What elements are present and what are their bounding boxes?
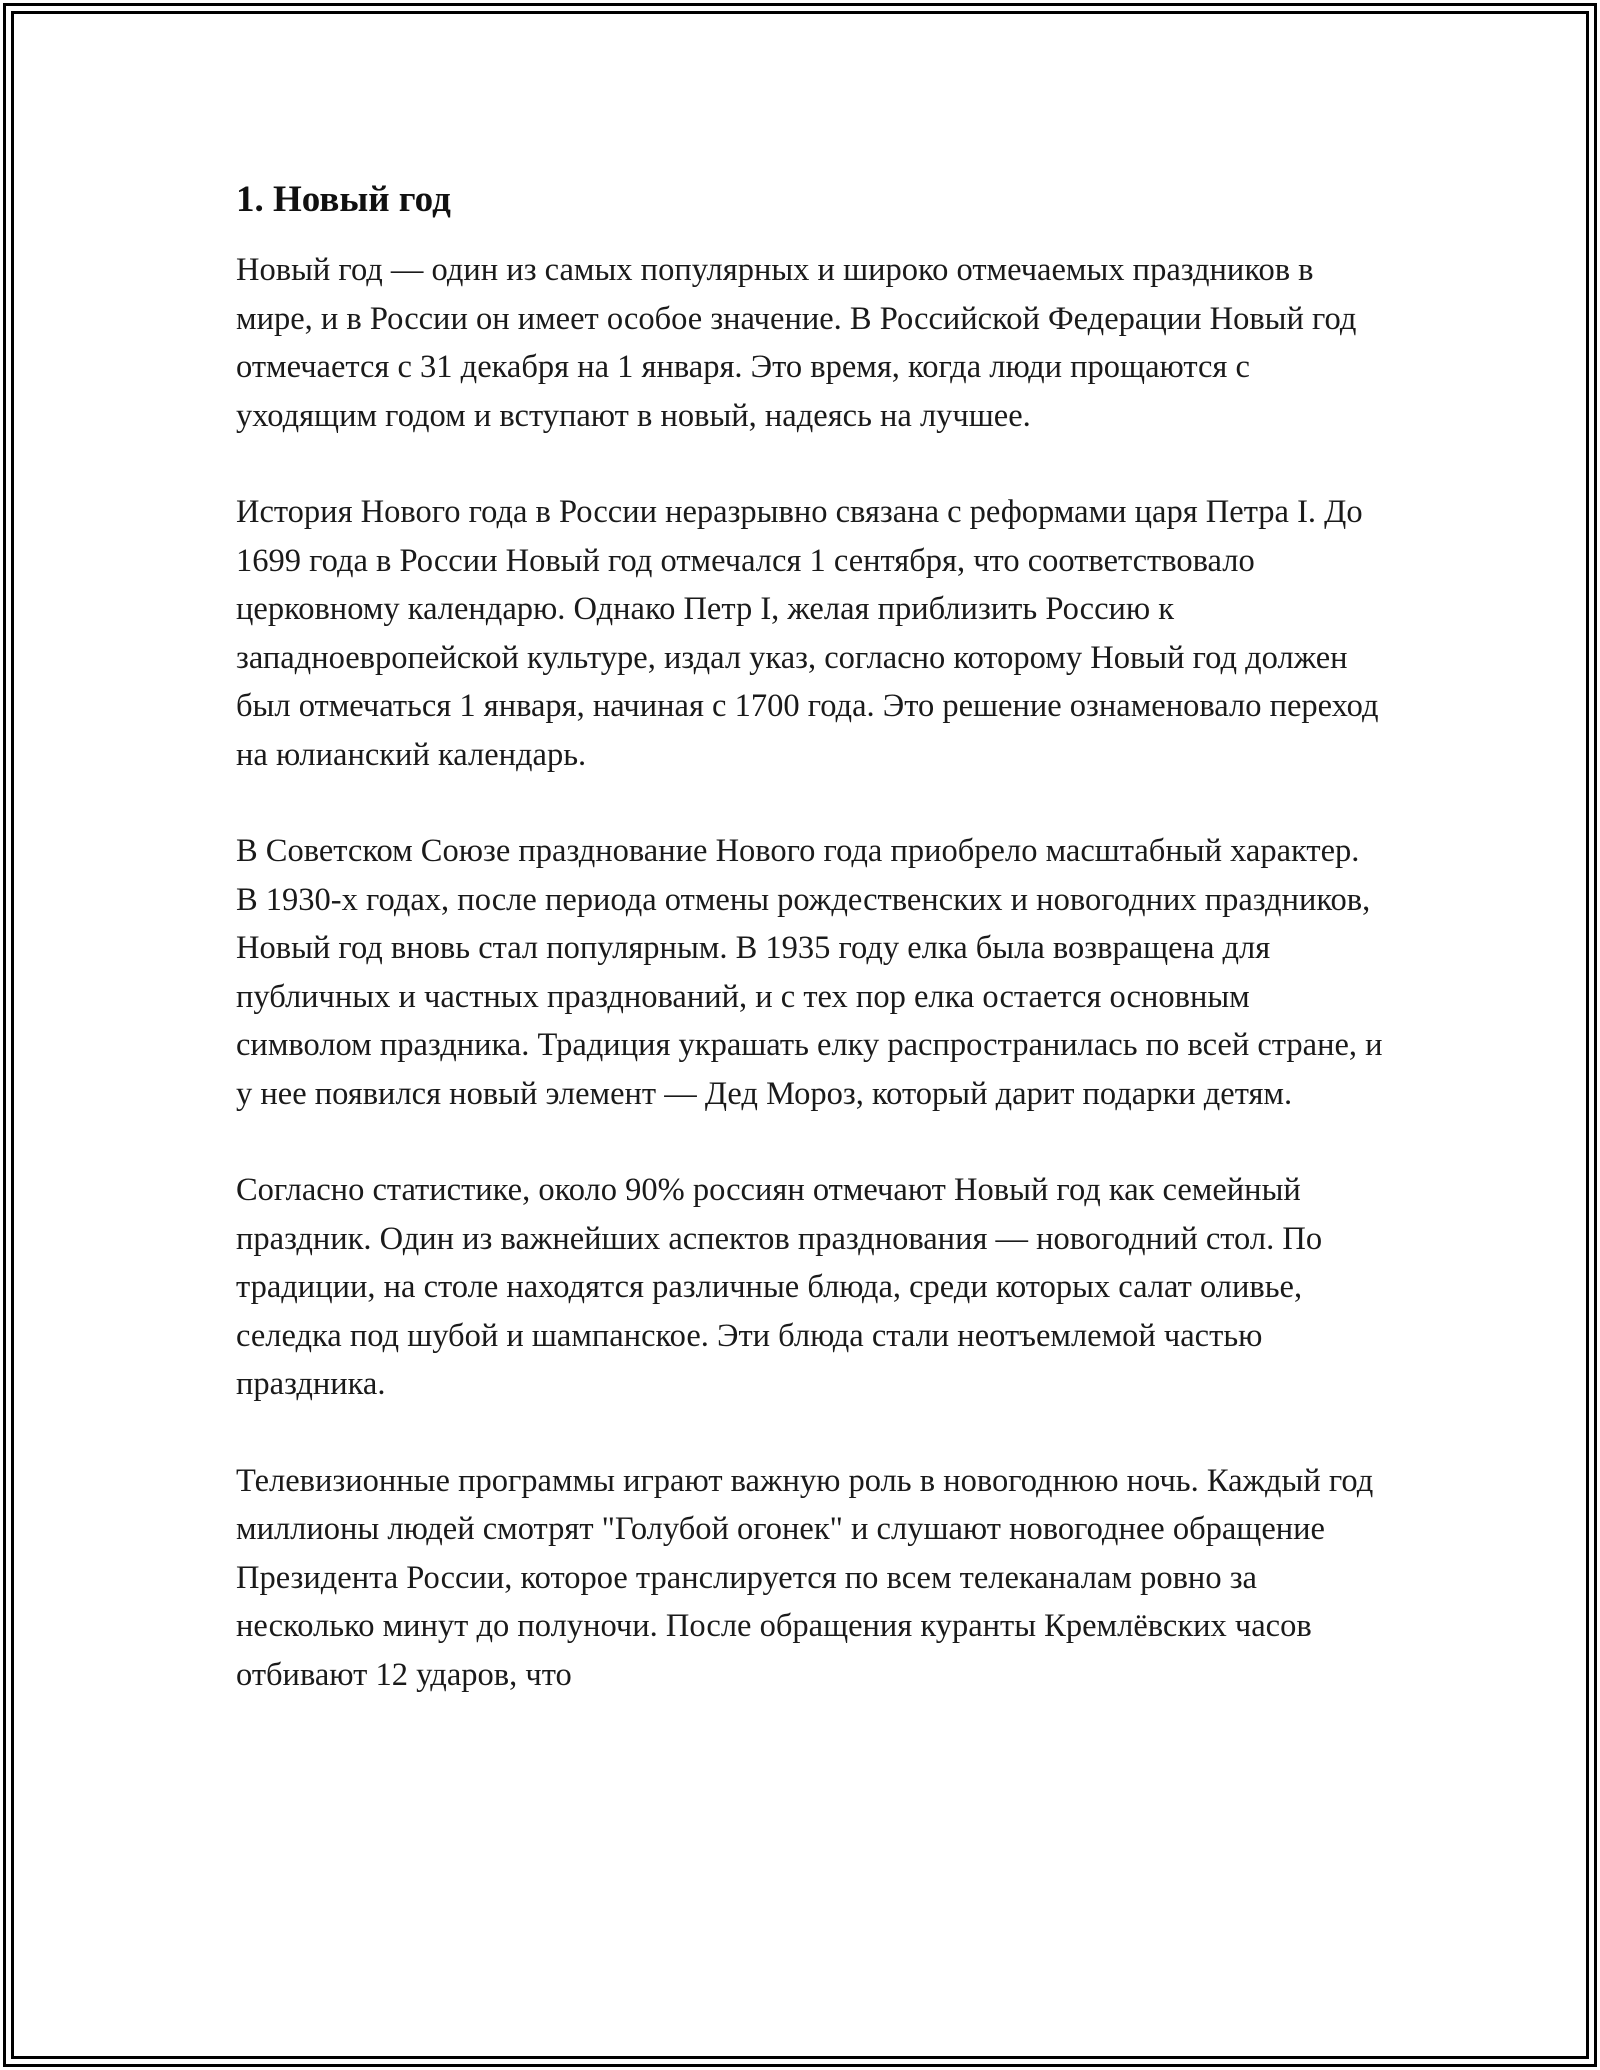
paragraph-intro: Новый год — один из самых популярных и широко отмечаемых праздников в мире, и в России он имеет особое значение. В Российской Федерации Новый год отмечается с 31 декабря на 1 января. Это время, когда люди прощаются с уходящим годом и вступают в новый, надеясь на лучшее. <box>236 252 1357 434</box>
paragraph-television: Телевизионные программы играют важную роль в новогоднюю ночь. Каждый год миллионы людей смотрят "Голубой огонек" и слушают новогоднее обращение Президента России, которое транслируется по всем телеканалам ровно за несколько минут до полуночи. После обращения куранты Кремлёвских часов отбивают 12 ударов, что <box>236 1462 1374 1693</box>
paragraph-soviet: В Советском Союзе празднование Нового года приобрело масштабный характер. В 1930-х годах, после периода отмены рождественских и новогодних праздников, Новый год вновь стал популярным. В 1935 году елка была возвращена для публичных и частных празднований, и с тех пор елка остается основным символом праздника. Традиция украшать елку распространилась по всей стране, и у нее появился новый элемент — Дед Мороз, который дарит подарки детям. <box>236 833 1383 1112</box>
section-heading: 1. Новый год <box>236 179 451 220</box>
paragraph-history: История Нового года в России неразрывно связана с реформами царя Петра I. До 1699 года в России Новый год отмечался 1 сентября, что соответствовало церковному календарю. Однако Петр I, желая приблизить Россию к западноевропейской культуре, издал указ, согласно которому Новый год должен был отмечаться 1 января, начиная с 1700 года. Это решение ознаменовало переход на юлианский календарь. <box>236 494 1379 773</box>
document-body <box>236 176 1386 1747</box>
paragraph-statistics: Согласно статистике, около 90% россиян отмечают Новый год как семейный праздник. Один из важнейших аспектов празднования — новогодний стол. По традиции, на столе находятся различные блюда, среди которых салат оливье, селедка под шубой и шампанское. Эти блюда стали неотъемлемой частью праздника. <box>236 1172 1323 1403</box>
